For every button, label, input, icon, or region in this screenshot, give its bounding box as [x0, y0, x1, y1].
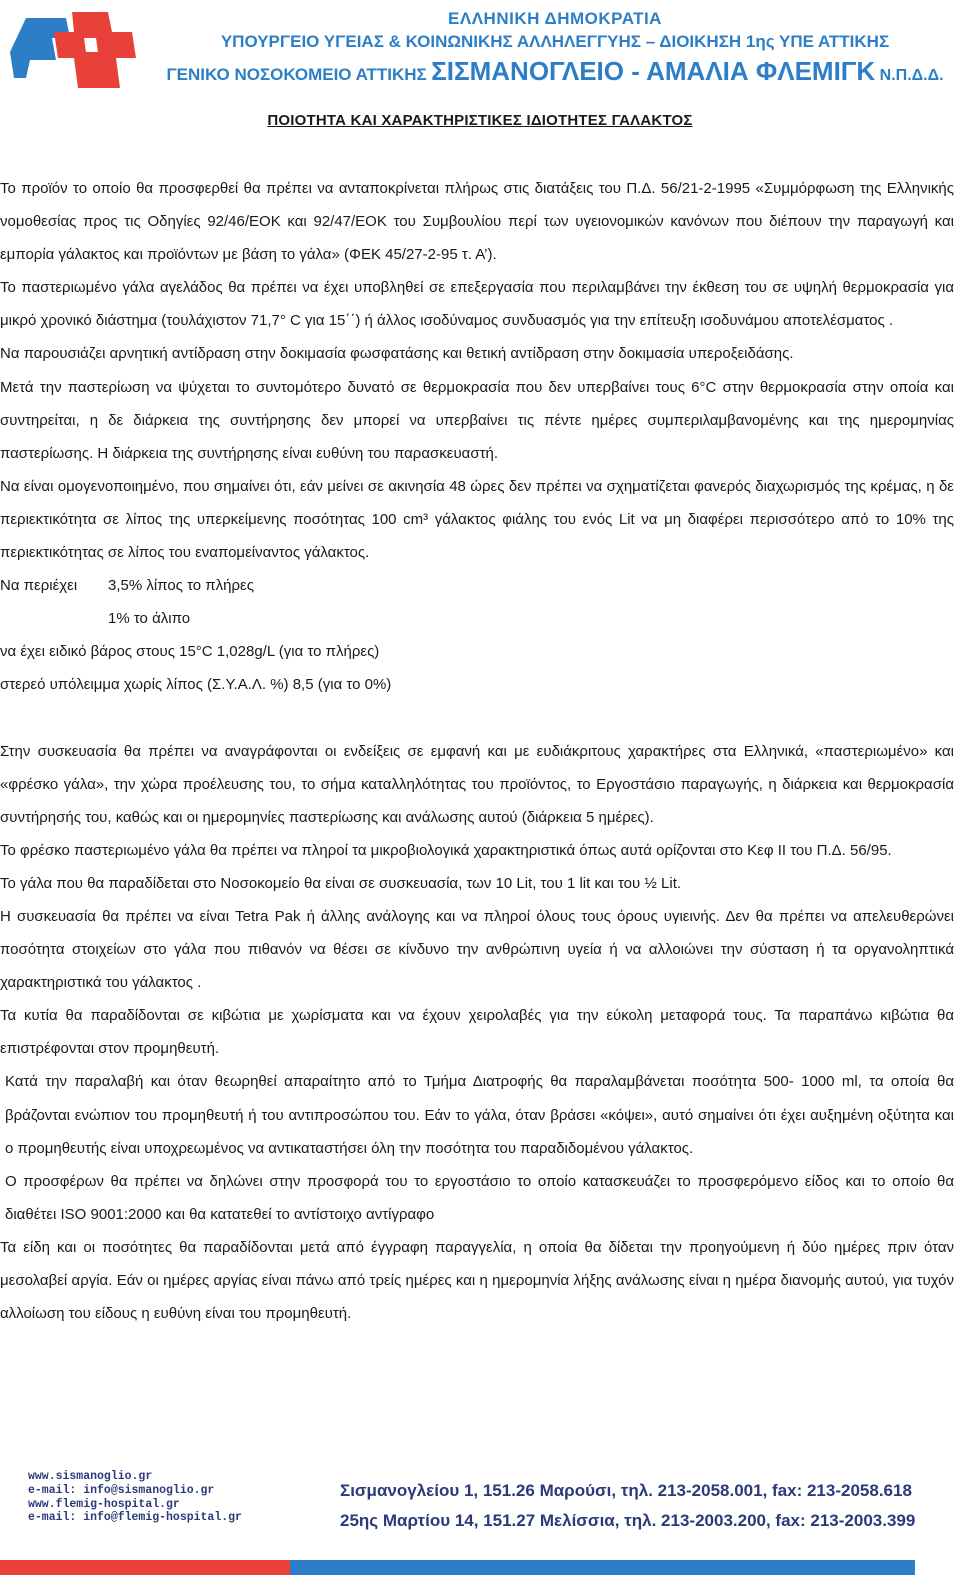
- paragraph: Να είναι ομογενοποιημένο, που σημαίνει ότι, εάν μείνει σε ακινησία 48 ώρες δεν πρέπει να σχηματίζεται φανερός διαχωρισμός της κρέμας, η δε περιεκτικότητα σε λίπος της υπερκείμενης ποσότητας 100 cm³ γάλακτος φιάλης του ενός Lit να μη διαφέρει περισσότερο από το 10% της περιεκτικότητας σε λίπος του εναπομείναντος γάλακτος.: [0, 477, 954, 562]
- document-title: ΠΟΙΟΤΗΤΑ ΚΑΙ ΧΑΡΑΚΤΗΡΙΣΤΙΚΕΣ ΙΔΙΟΤΗΤΕΣ ΓΑΛΑΚΤΟΣ: [267, 112, 693, 129]
- paragraph: Το γάλα που θα παραδίδεται στο Νοσοκομείο θα είναι σε συσκευασία, των 10 Lit, του 1 lit και του ½ Lit.: [0, 874, 682, 892]
- specific-weight: να έχει ειδικό βάρος στους 15°C 1,028g/L (για το πλήρες): [0, 643, 380, 661]
- footer-website-link[interactable]: www.sismanoglio.gr: [28, 1470, 153, 1483]
- header-hospital-prefix: ΓΕΝΙΚΟ ΝΟΣΟΚΟΜΕΙΟ ΑΤΤΙΚΗΣ: [166, 65, 427, 84]
- footer-bar-red: [0, 1560, 290, 1575]
- paragraph: Η συσκευασία θα πρέπει να είναι Tetra Pak ή άλλης ανάλογης και να πληροί όλους τους όρους υγιεινής. Δεν θα πρέπει να απελευθερώνει ποσότητα στοιχείων στο γάλα που πιθανόν να θέσει σε κίνδυνο την ανθρώπινη υγεία ή να αλλοιώνει την σύσταση ή τα οργανοληπτικά χαρακτηριστικά του γάλακτος .: [0, 907, 954, 992]
- footer-email-link[interactable]: e-mail: info@flemig-hospital.gr: [28, 1511, 242, 1525]
- header-hospital-name: ΣΙΣΜΑΝΟΓΛΕΙΟ - ΑΜΑΛΙΑ ΦΛΕΜΙΓΚ: [431, 56, 876, 86]
- contains-full-fat: 3,5% λίπος το πλήρες: [108, 577, 254, 595]
- header-ministry: ΥΠΟΥΡΓΕΙΟ ΥΓΕΙΑΣ & ΚΟΙΝΩΝΙΚΗΣ ΑΛΛΗΛΕΓΓΥΗΣ – ΔΙΟΙΚΗΣΗ 1ης ΥΠΕ ΑΤΤΙΚΗΣ: [220, 32, 890, 51]
- footer-email-link[interactable]: e-mail: info@sismanoglio.gr: [28, 1483, 215, 1497]
- footer-addresses: [340, 1476, 915, 1536]
- footer-address: 25ης Μαρτίου 14, 151.27 Μελίσσια, τηλ. 213-2003.200, fax: 213-2003.399: [340, 1511, 916, 1530]
- footer-website-link[interactable]: www.flemig-hospital.gr: [28, 1497, 180, 1511]
- document-body: [0, 172, 954, 1330]
- paragraph: Το φρέσκο παστεριωμένο γάλα θα πρέπει να πληροί τα μικροβιολογικά χαρακτηριστικά όπως αυτά ορίζονται στο Κεφ ΙΙ του Π.Δ. 56/95.: [0, 841, 892, 859]
- paragraph: Κατά την παραλαβή και όταν θεωρηθεί απαραίτητο από το Τμήμα Διατροφής θα παραλαμβάνεται ποσότητα 500- 1000 ml, τα οποία θα βράζονται ενώπιον του προμηθευτή ή του αντιπροσώπου του. Εάν το γάλα, όταν βράσει «κόψει», αυτό σημαίνει ότι έχει αυξημένη οξύτητα και ο προμηθευτής είναι υποχρεωμένος να αντικαταστήσει όλη την ποσότητα του παραδιδομένου γάλακτος.: [5, 1073, 954, 1157]
- paragraph: Ο προσφέρων θα πρέπει να δηλώνει στην προσφορά του το εργοστάσιο το οποίο κατασκευάζει το προσφερόμενο είδος και το οποίο θα διαθέτει ISO 9001:2000 και θα κατατεθεί το αντίστοιχο αντίγραφο: [5, 1172, 954, 1223]
- footer-bar-blue: [290, 1560, 915, 1575]
- footer: [0, 1466, 960, 1575]
- footer-address: Σισμανογλείου 1, 151.26 Μαρούσι, τηλ. 213-2058.001, fax: 213-2058.618: [340, 1481, 912, 1500]
- letterhead: [0, 0, 960, 100]
- paragraph: Το παστεριωμένο γάλα αγελάδος θα πρέπει να έχει υποβληθεί σε επεξεργασία που περιλαμβάνει την έκθεση του σε υψηλή θερμοκρασία για μικρό χρονικό διάστημα (τουλάχιστον 71,7° C για 15΄΄) ή άλλος ισοδύναμος συνδυασμός για την επίτευξη ισοδυνάμου αποτελέσματος .: [0, 279, 954, 330]
- paragraph: Τα είδη και οι ποσότητες θα παραδίδονται μετά από έγγραφη παραγγελία, η οποία θα δίδεται την προηγούμενη ή δύο ημέρες πριν όταν μεσολαβεί αργία. Εάν οι ημέρες αργίας είναι πάνω από τρείς ημέρες και η ημερομηνία λήξης ανάλωσης είναι η ημέρα διανομής αυτού, για τυχόν αλλοίωση του είδους η ευθύνη είναι του προμηθευτή.: [0, 1238, 954, 1323]
- paragraph: Το προϊόν το οποίο θα προσφερθεί θα πρέπει να ανταποκρίνεται πλήρως στις διατάξεις του Π.Δ. 56/21-2-1995 «Συμμόρφωση της Ελληνικής νομοθεσίας προς τις Οδηγίες 92/46/ΕΟΚ και 92/47/ΕΟΚ του Συμβουλίου περί των υγειονομικών κανόνων που διέπουν την παραγωγή και εμπορία γάλακτος και προϊόντων με βάση το γάλα» (ΦΕΚ 45/27-2-95 τ. Α’).: [0, 180, 954, 264]
- contains-row: [0, 569, 954, 602]
- solids-not-fat: στερεό υπόλειμμα χωρίς λίπος (Σ.Υ.Α.Λ. %) 8,5 (για το 0%): [0, 676, 392, 694]
- paragraph: Τα κυτία θα παραδίδονται σε κιβώτια με χωρίσματα και να έχουν χειρολαβές για την εύκολη μεταφορά τους. Τα παραπάνω κιβώτια θα επιστρέφονται στον προμηθευτή.: [0, 1007, 954, 1058]
- contains-skim: 1% το άλιπο: [108, 610, 191, 628]
- contains-label: Να περιέχει: [0, 577, 78, 595]
- footer-contacts: [28, 1470, 242, 1525]
- red-cross-logo-icon: [8, 8, 138, 92]
- paragraph: Μετά την παστερίωση να ψύχεται το συντομότερο δυνατό σε θερμοκρασία που δεν υπερβαίνει τους 6°C στην θερμοκρασία στην οποία και συντηρείται, η δε διάρκεια της συντήρησης δεν μπορεί να υπερβαίνει τις πέντε ημέρες συμπεριλαμβανομένης και της ημερομηνίας παστερίωσης. Η διάρκεια της συντήρησης είναι ευθύνη του παρασκευαστή.: [0, 378, 954, 462]
- header-country: ΕΛΛΗΝΙΚΗ ΔΗΜΟΚΡΑΤΙΑ: [448, 9, 662, 28]
- paragraph: Στην συσκευασία θα πρέπει να αναγράφονται οι ενδείξεις σε εμφανή και με ευδιάκριτους χαρακτήρες στα Ελληνικά, «παστεριωμένο» και «φρέσκο γάλα», την χώρα προέλευσης του, το σήμα καταλληλότητας του προϊόντος, το Εργοστάσιο παραγωγής, η διάρκεια και θερμοκρασία συντήρησής του, καθώς και οι ημερομηνίες παστερίωσης και ανάλωσης αυτού (διάρκεια 5 ημέρες).: [0, 742, 954, 826]
- paragraph: Να παρουσιάζει αρνητική αντίδραση στην δοκιμασία φωσφατάσης και θετική αντίδραση στην δοκιμασία υπεροξειδάσης.: [0, 345, 794, 363]
- header-hospital: [160, 54, 950, 93]
- header-hospital-suffix: Ν.Π.Δ.Δ.: [879, 67, 944, 84]
